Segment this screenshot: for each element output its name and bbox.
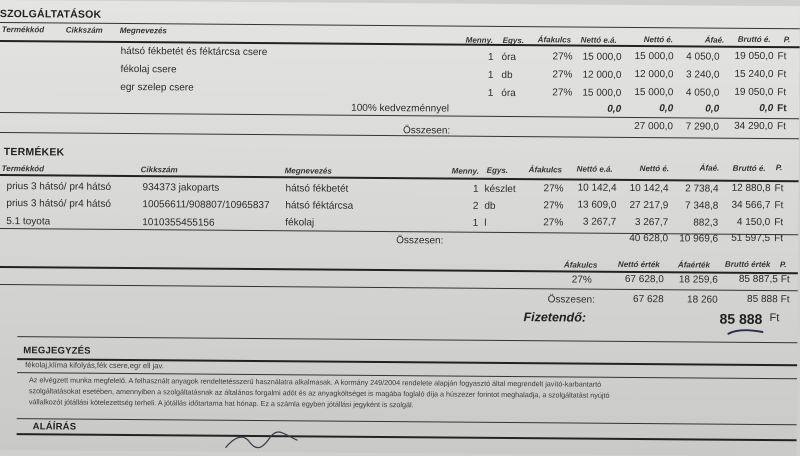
signature-title: ALÁÍRÁS	[32, 421, 77, 433]
hdr-name: Megnevezés	[119, 25, 167, 36]
service-vat: 27%	[552, 51, 573, 63]
service-vat: 27%	[552, 87, 573, 99]
services-title: SZOLGÁLTATÁSOK	[0, 7, 102, 21]
hdr-vat: Áfakulcs	[528, 165, 563, 175]
hdr-net-unit: Nettó e.á.	[580, 35, 617, 45]
service-vat-amount: 3 240,0	[686, 69, 720, 81]
hdr-summary-gross: Bruttó érték	[724, 259, 771, 270]
hdr-sku: Cikkszám	[65, 25, 103, 35]
hdr-gross: Bruttó é.	[732, 163, 766, 174]
hdr-code: Termékkód	[1, 164, 45, 174]
product-sku: 1010355455156	[142, 217, 215, 229]
product-vat: 27%	[543, 183, 564, 195]
product-vat-amount: 7 348,8	[684, 200, 719, 212]
service-name: egr szelep csere	[120, 81, 194, 94]
service-net: 15 000,0	[634, 50, 674, 63]
service-unit: óra	[501, 51, 517, 64]
products-title: TERMÉKEK	[3, 146, 65, 159]
discount-gross: 0,0	[759, 102, 774, 115]
service-net: 12 000,0	[634, 68, 674, 81]
hdr-p: P.	[775, 163, 783, 173]
products-total-net: 40 628,0	[629, 232, 669, 245]
hdr-vat-amount: Áfaé.	[704, 35, 725, 45]
signature-mark	[221, 430, 301, 453]
service-qty: 1	[487, 87, 494, 99]
product-net: 3 267,7	[634, 216, 669, 229]
service-qty: 1	[487, 69, 494, 81]
hdr-qty: Menny.	[451, 166, 479, 176]
discount-vat-amount: 0,0	[705, 103, 720, 115]
discount-net: 0,0	[659, 103, 674, 115]
services-total-net: 27 000,0	[634, 120, 674, 133]
hdr-summary-net: Nettó érték	[617, 259, 660, 270]
product-net-unit: 10 142,4	[577, 182, 617, 194]
payable-currency: Ft	[769, 312, 780, 325]
product-currency: Ft	[774, 200, 784, 212]
summary-total-net: 67 628	[633, 293, 664, 306]
product-code: 5.1 toyota	[6, 216, 51, 228]
product-unit: db	[484, 200, 496, 212]
product-qty: 1	[472, 217, 479, 229]
discount-currency: Ft	[777, 103, 787, 115]
summary-total-currency: Ft	[780, 294, 790, 306]
service-currency: Ft	[777, 69, 787, 81]
service-name: hátsó fékbetét és féktárcsa csere	[120, 45, 268, 59]
hdr-unit: Egys.	[486, 165, 509, 175]
service-currency: Ft	[777, 87, 787, 99]
hdr-p: P.	[783, 35, 791, 45]
hdr-qty: Menny.	[465, 35, 493, 45]
product-gross: 34 566,7	[731, 199, 771, 212]
legal-text-line-3: vállalkozót jótállási kötelezettség terheli. A jótállás időtartama hat hónap. Ez a számla egyben jótállási jegyként is szolgál.	[28, 397, 414, 410]
product-unit: l	[484, 217, 487, 229]
summary-total-label: Összesen:	[547, 294, 595, 306]
product-code: prius 3 hátsó/ pr4 hátsó	[6, 198, 111, 210]
hdr-summary-vat-amount: Áfaérték	[677, 260, 710, 270]
legal-text-line-1: Az elvégzett munka megfelelő. A felhasznált anyagok rendeltetésszerű használatra alkalmasak. A kormány 249/2004 rendelete alapján fogyasztó által megrendelt javító-karbantartó	[28, 375, 602, 389]
hdr-sku: Cikkszám	[140, 165, 178, 175]
products-total-vat-amount: 10 969,6	[679, 233, 719, 245]
service-net-unit: 12 000,0	[582, 69, 622, 81]
summary-total-gross: 85 888	[747, 293, 778, 306]
payable-underline-mark	[725, 326, 765, 338]
service-net: 15 000,0	[634, 86, 674, 99]
service-gross: 19 050,0	[734, 50, 774, 63]
services-total-vat-amount: 7 290,0	[685, 121, 720, 133]
summary-vat-amount: 18 259,6	[678, 274, 718, 286]
service-qty: 1	[487, 51, 494, 63]
product-currency: Ft	[774, 183, 784, 195]
products-total-currency: Ft	[774, 233, 784, 245]
summary-total-vat-amount: 18 260	[687, 294, 718, 306]
product-net: 27 217,9	[629, 199, 669, 212]
discount-net-unit: 0,0	[607, 103, 622, 115]
hdr-name: Megnevezés	[284, 166, 332, 176]
service-unit: óra	[501, 87, 516, 100]
notes-title: MEGJEGYZÉS	[23, 345, 91, 357]
hdr-summary-vat: Áfakulcs	[563, 260, 598, 270]
services-total-label: Összesen:	[402, 125, 451, 137]
service-vat: 27%	[552, 69, 573, 81]
product-code: prius 3 hátsó/ pr4 hátsó	[6, 181, 112, 193]
product-sku: 934373 jakoparts	[142, 182, 220, 194]
product-vat-amount: 2 738,4	[685, 183, 719, 195]
hdr-net: Nettó é.	[639, 164, 670, 174]
product-vat: 27%	[543, 217, 564, 229]
service-name: fékolaj csere	[120, 63, 177, 76]
summary-vat: 27%	[571, 274, 592, 286]
product-qty: 1	[472, 183, 479, 195]
service-gross: 15 240,0	[734, 68, 774, 81]
payable-label: Fizetendő:	[523, 310, 587, 325]
summary-gross: 85 887,5	[738, 273, 778, 286]
product-vat-amount: 882,3	[693, 217, 719, 229]
signature-top-rule	[17, 418, 797, 425]
hdr-vat-amount: Áfaé.	[699, 163, 720, 173]
product-qty: 2	[472, 200, 479, 212]
discount-label: 100% kedvezménnyel	[351, 102, 450, 115]
product-net: 10 142,4	[629, 182, 669, 195]
hdr-gross: Bruttó é.	[737, 34, 771, 45]
service-net-unit: 15 000,0	[582, 51, 622, 63]
notes-text: fékolaj,klíma kifolyás,fék csere,egr ell jav.	[25, 360, 164, 371]
product-net-unit: 3 267,7	[582, 216, 617, 228]
products-header-rule	[0, 174, 799, 182]
services-bottom-rule	[0, 132, 799, 139]
summary-currency: Ft	[780, 274, 790, 286]
product-vat: 27%	[543, 200, 564, 212]
hdr-summary-p: P.	[779, 260, 787, 270]
product-name: hátsó féktárcsa	[285, 200, 354, 212]
services-total-currency: Ft	[776, 121, 786, 133]
product-sku: 10056611/908807/10965837	[142, 199, 270, 212]
service-vat-amount: 4 050,0	[685, 87, 720, 99]
product-name: fékolaj	[285, 217, 315, 229]
service-vat-amount: 4 050,0	[686, 51, 720, 63]
products-total-label: Összesen:	[396, 235, 444, 247]
product-gross: 4 150,0	[736, 216, 771, 229]
hdr-net: Nettó é.	[643, 35, 674, 45]
hdr-unit: Egys.	[502, 35, 525, 46]
hdr-net-unit: Nettó e.á.	[576, 164, 613, 174]
hdr-code: Termékkód	[1, 25, 45, 35]
service-currency: Ft	[777, 51, 787, 63]
product-name: hátsó fékbetét	[285, 183, 349, 195]
service-net-unit: 15 000,0	[582, 87, 622, 99]
signature-rule	[17, 433, 797, 441]
legal-text-line-2: szolgáltatásokat esetében, amennyiben a szolgáltatásnak az általános forgalmi adót és az anyagköltséget is magába foglaló díja a húszezer forintot meghaladja, a szolgáltatást nyújtó	[28, 386, 610, 400]
payable-amount: 85 888	[719, 310, 763, 327]
hdr-vat: Áfakulcs	[537, 35, 572, 45]
service-gross: 19 050,0	[734, 86, 774, 99]
summary-net: 67 628,0	[624, 273, 664, 286]
product-unit: készlet	[484, 183, 516, 196]
product-net-unit: 13 609,0	[577, 199, 617, 211]
product-gross: 12 880,8	[731, 182, 771, 195]
services-total-gross: 34 290,0	[734, 120, 774, 133]
service-unit: db	[501, 69, 513, 82]
product-currency: Ft	[774, 217, 784, 229]
notes-top-rule	[17, 336, 797, 343]
products-total-gross: 51 597,5	[731, 232, 771, 245]
